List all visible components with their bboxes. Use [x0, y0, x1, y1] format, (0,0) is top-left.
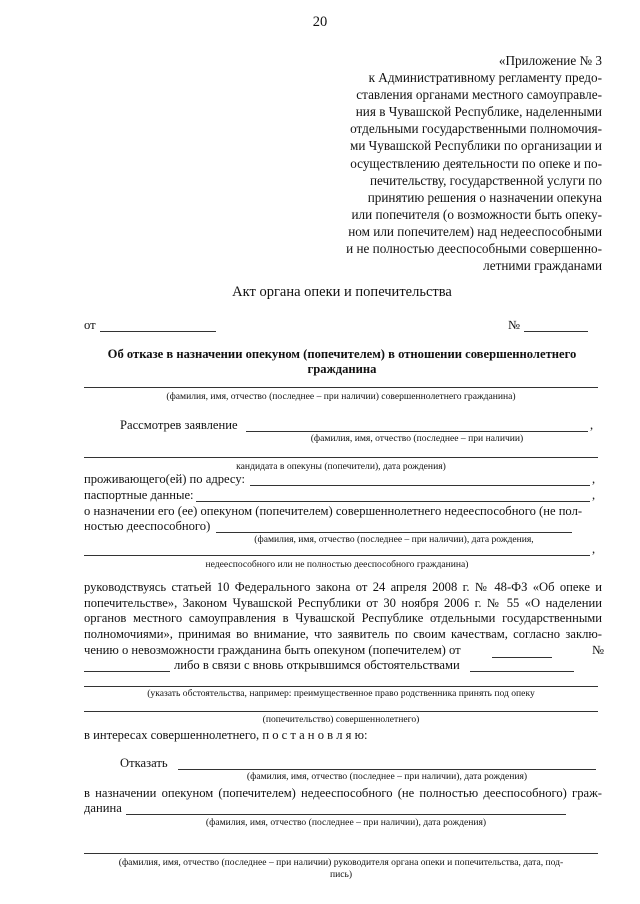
- annex-line: осуществлению деятельности по опеке и по-: [350, 155, 602, 171]
- annex-line: ния в Чувашской Республике, наделенными: [355, 104, 602, 120]
- from-date-field[interactable]: [100, 331, 216, 332]
- subject-line-2: гражданина: [307, 362, 377, 376]
- guardianship-field[interactable]: [84, 711, 598, 712]
- hint-guardianship: (попечительство) совершеннолетнего): [262, 714, 420, 725]
- annex-line: печительству, государственной услуги по: [369, 172, 602, 188]
- hint-head-line-2: пись): [329, 869, 353, 880]
- annex-line: ми Чувашской Республики по организации и: [349, 138, 602, 154]
- refuse-label: Отказать: [120, 756, 168, 770]
- passport-field[interactable]: [196, 501, 590, 502]
- hint-adult-fio: (фамилия, имя, отчество (последнее – при наличии) совершеннолетнего гражданина): [166, 391, 516, 402]
- hint-fio-birth: (фамилия, имя, отчество (последнее – при наличии), дата рождения,: [254, 534, 534, 545]
- annex-line: отдельными государственными полномочия-: [350, 121, 602, 137]
- comma: ,: [592, 472, 596, 486]
- comma: ,: [590, 418, 594, 432]
- appoint-refuse-line-1: в назначении опекуном (попечителем) недееспособного (не полностью дееспособного) граж-: [84, 786, 602, 800]
- act-title: Акт органа опеки и попечительства: [232, 284, 452, 300]
- address-field[interactable]: [250, 485, 590, 486]
- circumstances-label: либо в связи с вновь открывшимся обстоятельствами: [174, 658, 460, 672]
- conclusion-number-field[interactable]: [84, 671, 170, 672]
- from-label: от: [84, 318, 96, 332]
- act-number-field[interactable]: [524, 331, 588, 332]
- adult-fio-field[interactable]: [84, 387, 598, 388]
- comma: ,: [592, 542, 596, 556]
- annex-block: [300, 52, 602, 274]
- considered-label: Рассмотрев заявление: [120, 418, 238, 432]
- ward-details-field[interactable]: [84, 555, 590, 556]
- hint-circumstances: (указать обстоятельства, например: преимущественное право родственника принять под опеку: [147, 688, 535, 699]
- hint-candidate: кандидата в опекуны (попечители), дата рождения): [236, 461, 446, 472]
- applicant-fio-field[interactable]: [246, 431, 588, 432]
- page-number: 20: [312, 14, 328, 30]
- circumstances-field[interactable]: [470, 671, 574, 672]
- comma: ,: [592, 488, 596, 502]
- annex-line: принятию решения о назначении опекуна: [367, 189, 602, 205]
- guided-line: чению о невозможности гражданина быть опекуном (попечителем) от: [84, 642, 461, 657]
- number-label: №: [592, 643, 605, 657]
- guided-line: попечительстве», Законом Чувашской Республики от 30 ноября 2006 г. № 55 «О наделении: [84, 595, 602, 610]
- residing-label: проживающего(ей) по адресу:: [84, 472, 245, 486]
- passport-label: паспортные данные:: [84, 488, 194, 502]
- conclusion-date-field[interactable]: [492, 657, 552, 658]
- circumstances-detail-field[interactable]: [84, 686, 598, 687]
- appoint-refuse-line-2: данина: [84, 801, 122, 815]
- annex-line: или попечителя (о возможности быть опеку-: [351, 206, 602, 222]
- hint-fio: (фамилия, имя, отчество (последнее – при наличии): [310, 433, 524, 444]
- subject-line-1: Об отказе в назначении опекуном (попечителем) в отношении совершеннолетнего: [107, 347, 577, 361]
- ward-fio-field[interactable]: [216, 532, 572, 533]
- hint-incapable: недееспособного или не полностью дееспособного гражданина): [205, 559, 469, 570]
- ward-refuse-fio-field[interactable]: [126, 814, 566, 815]
- refused-fio-field[interactable]: [178, 769, 596, 770]
- interests-text: в интересах совершеннолетнего, п о с т а н о в л я ю:: [84, 728, 368, 742]
- guided-line: полномочиями», принимая во внимание, что заявитель по своим качествам, согласно заклю-: [84, 627, 602, 642]
- head-signature-field[interactable]: [84, 853, 598, 854]
- annex-line: и не полностью дееспособными совершенно-: [346, 241, 602, 257]
- annex-line: ставления органами местного самоуправле-: [356, 87, 602, 103]
- hint-head-line-1: (фамилия, имя, отчество (последнее – при наличии) руководителя органа опеки и попечительства, дата, под-: [118, 857, 564, 868]
- subject-title-2: [0, 362, 640, 377]
- annex-line: летними гражданами: [483, 258, 602, 274]
- appoint-line-1: о назначении его (ее) опекуном (попечителем) совершеннолетнего недееспособного (не пол-: [84, 504, 583, 518]
- subject-title: [0, 347, 640, 362]
- hint-fio-birth-2: (фамилия, имя, отчество (последнее – при наличии), дата рождения): [246, 771, 528, 782]
- annex-line: ном или попечителем) над недееспособными: [348, 223, 602, 239]
- annex-line: к Административному регламенту предо-: [368, 70, 602, 86]
- annex-line: «Приложение № 3: [498, 53, 602, 68]
- guided-line: руководствуясь статьей 10 Федерального закона от 24 апреля 2008 г. № 48-ФЗ «Об опеке и: [84, 580, 602, 594]
- number-label: №: [508, 318, 521, 332]
- guided-line: органов местного самоуправления в Чувашской Республике отдельными государственными: [84, 611, 602, 626]
- hint-fio-birth-3: (фамилия, имя, отчество (последнее – при наличии), дата рождения): [205, 817, 487, 828]
- guided-paragraph: [84, 580, 605, 659]
- candidate-field[interactable]: [84, 457, 598, 458]
- appoint-line-2: ностью дееспособного): [84, 519, 211, 533]
